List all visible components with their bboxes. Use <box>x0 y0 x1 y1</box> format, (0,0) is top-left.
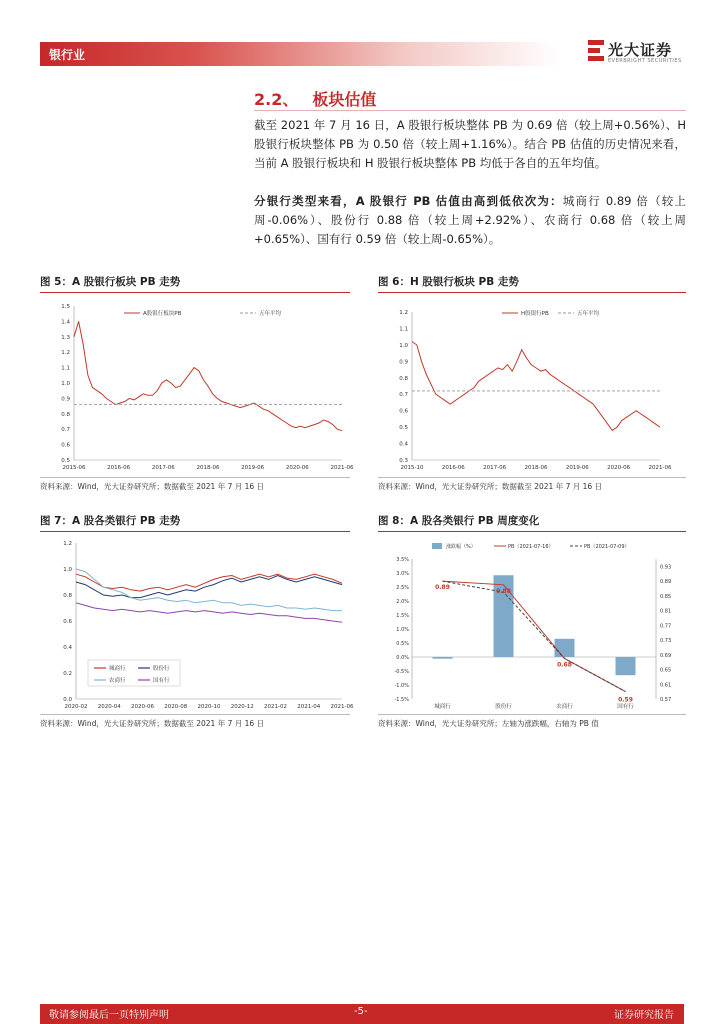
fig8-bottom-rule <box>378 714 686 715</box>
fig8-right-tick-label: 0.65 <box>660 667 672 674</box>
fig6-y-tick-label: 0.8 <box>399 375 408 382</box>
fig8-category-label: 股份行 <box>495 704 512 710</box>
fig6-title: 图 6：H 股银行板块 PB 走势 <box>378 276 519 288</box>
section-number: 2.2、 <box>254 90 299 109</box>
fig7-y-tick-label: 1.0 <box>63 567 72 573</box>
fig6-series-line <box>412 342 660 431</box>
fig5-source: 资料来源：Wind，光大证券研究所；数据截至 2021 年 7 月 16 日 <box>40 482 265 491</box>
fig5-y-tick-label: 0.8 <box>61 411 70 418</box>
fig7-bottom-rule <box>40 714 350 715</box>
fig8-chart <box>378 533 686 711</box>
fig5-y-tick-label: 0.5 <box>61 458 70 464</box>
fig8-source: 资料来源：Wind，光大证券研究所；左轴为涨跌幅，右轴为 PB 值 <box>378 719 599 728</box>
paragraph-rest: 城商行 0.89 倍（较上周-0.06%）、股份行 0.88 倍（较上周+2.92%）、农商行 0.68 倍（较上周+0.65%）、国有行 0.59 倍（较上周-0.65%）。 <box>254 194 687 246</box>
fig6-x-tick-label: 2020-06 <box>607 465 631 471</box>
fig8-right-tick-label: 0.69 <box>660 652 672 659</box>
fig7-x-tick-label: 2020-06 <box>131 704 154 710</box>
fig7-top-rule <box>40 531 350 532</box>
fig8-right-tick-label: 0.77 <box>660 623 672 630</box>
fig7-x-tick-label: 2021-06 <box>330 704 354 710</box>
fig5-series-line <box>74 321 342 430</box>
fig8-left-tick-label: 3.0% <box>396 571 409 577</box>
fig8-legend-swatch <box>432 543 442 549</box>
fig7-series-line <box>76 569 342 611</box>
fig7-legend-label: 股份行 <box>153 666 170 672</box>
fig7-x-tick-label: 2020-10 <box>197 704 221 710</box>
fig8-left-tick-label: -1.0% <box>394 683 409 689</box>
fig8-left-tick-label: 0.5% <box>396 641 409 647</box>
brand-name: 光大证券 <box>608 41 673 59</box>
fig6-y-tick-label: 0.9 <box>399 359 408 366</box>
fig8-data-label: 0.89 <box>435 584 450 592</box>
footer-report-type: 证券研究报告 <box>614 1010 674 1021</box>
fig7-series-line <box>76 576 342 598</box>
fig5-x-tick-label: 2016-06 <box>107 465 131 471</box>
fig8-left-tick-label: 1.0% <box>396 627 409 633</box>
fig7-x-tick-label: 2021-02 <box>264 704 287 710</box>
fig5-x-tick-label: 2020-06 <box>285 465 309 471</box>
fig8-right-tick-label: 0.81 <box>660 608 672 615</box>
fig6-source: 资料来源：Wind，光大证券研究所；数据截至 2021 年 7 月 16 日 <box>378 482 603 491</box>
fig7-series-line <box>76 603 342 623</box>
fig8-category-label: 农商行 <box>556 704 573 710</box>
fig6-y-tick-label: 1.2 <box>399 310 408 316</box>
fig8-right-tick-label: 0.61 <box>660 682 672 689</box>
fig8-left-tick-label: -0.5% <box>394 669 409 675</box>
fig6-x-tick-label: 2018-06 <box>524 465 548 471</box>
fig6-x-tick-label: 2016-06 <box>441 465 465 471</box>
fig8-left-tick-label: 1.5% <box>396 613 409 619</box>
fig8-right-tick-label: 0.93 <box>660 564 672 571</box>
fig5-x-tick-label: 2019-06 <box>241 465 265 471</box>
fig6-x-tick-label: 2019-06 <box>565 465 589 471</box>
fig7-title: 图 7：A 股各类银行 PB 走势 <box>40 515 181 527</box>
fig8-right-tick-label: 0.57 <box>660 697 672 703</box>
fig5-x-tick-label: 2015-06 <box>62 465 86 471</box>
fig5-y-tick-label: 1.1 <box>61 365 70 372</box>
fig8-left-tick-label: 3.5% <box>396 557 409 563</box>
fig5-x-tick-label: 2021-06 <box>330 465 354 471</box>
fig5-x-tick-label: 2018-06 <box>196 465 220 471</box>
fig6-y-tick-label: 0.3 <box>399 458 408 464</box>
fig7-y-tick-label: 0.2 <box>63 671 72 677</box>
fig6-y-tick-label: 0.4 <box>399 441 408 448</box>
fig6-y-tick-label: 0.6 <box>399 408 408 415</box>
fig5-x-tick-label: 2017-06 <box>151 465 175 471</box>
fig7-x-tick-label: 2020-08 <box>164 704 188 710</box>
page-number: -5- <box>354 1006 368 1017</box>
fig8-data-label: 0.88 <box>496 587 511 595</box>
fig5-legend-label: 五年平均 <box>259 311 282 317</box>
fig5-y-tick-label: 0.7 <box>61 427 70 434</box>
fig8-right-tick-label: 0.85 <box>660 593 672 600</box>
fig6-chart <box>378 294 686 474</box>
fig5-top-rule <box>40 292 350 293</box>
fig8-left-tick-label: -1.5% <box>394 697 409 703</box>
fig8-bar <box>555 639 575 657</box>
fig6-y-tick-label: 0.5 <box>399 425 408 432</box>
footer-disclaimer: 敬请参阅最后一页特别声明 <box>49 1010 169 1021</box>
section-title <box>254 87 376 110</box>
fig6-y-tick-label: 1.1 <box>399 326 408 333</box>
fig7-y-tick-label: 1.2 <box>63 541 72 547</box>
paragraph-lead: 分银行类型来看，A 股银行 PB 估值由高到低依次为： <box>254 194 563 208</box>
brand-subtitle: EVERBRIGHT SECURITIES <box>608 58 682 64</box>
fig8-left-tick-label: 2.5% <box>396 585 409 591</box>
fig5-title: 图 5：A 股银行板块 PB 走势 <box>40 276 181 288</box>
fig7-x-tick-label: 2020-04 <box>97 704 121 710</box>
fig8-title: 图 8：A 股各类银行 PB 周度变化 <box>378 515 540 527</box>
fig6-legend-label: 五年平均 <box>577 311 600 317</box>
fig8-category-label: 国有行 <box>617 704 634 710</box>
section-title-text: 板块估值 <box>312 90 377 109</box>
fig8-data-label: 0.68 <box>557 661 572 669</box>
fig6-top-rule <box>378 292 686 293</box>
section-divider <box>254 110 686 111</box>
fig8-bar <box>616 657 636 675</box>
fig8-right-tick-label: 0.89 <box>660 579 672 586</box>
brand-logo <box>588 38 688 68</box>
fig8-bar <box>433 657 453 659</box>
fig6-y-tick-label: 1.0 <box>399 342 408 349</box>
fig8-top-rule <box>378 531 686 532</box>
fig7-y-tick-label: 0.0 <box>63 697 72 703</box>
fig5-chart <box>40 294 354 474</box>
fig8-left-tick-label: 2.0% <box>396 599 409 605</box>
fig8-legend-label: 涨跌幅（%） <box>446 544 476 550</box>
paragraph-bank-types <box>254 192 686 249</box>
fig7-x-tick-label: 2020-12 <box>230 704 254 710</box>
fig5-y-tick-label: 1.2 <box>61 350 70 357</box>
fig5-y-tick-label: 1.5 <box>61 304 70 310</box>
fig5-y-tick-label: 1.4 <box>61 319 70 326</box>
fig6-x-tick-label: 2017-06 <box>483 465 507 471</box>
fig7-source: 资料来源：Wind，光大证券研究所；数据截至 2021 年 7 月 16 日 <box>40 719 265 728</box>
fig5-y-tick-label: 1.3 <box>61 334 70 341</box>
fig5-y-tick-label: 1.0 <box>61 381 70 387</box>
fig8-series-line <box>443 581 626 692</box>
fig7-legend-label: 农商行 <box>109 678 126 684</box>
fig8-data-label: 0.59 <box>618 696 633 704</box>
header-bar <box>40 42 560 66</box>
fig7-legend-label: 国有行 <box>153 678 170 684</box>
brand-logo-icon <box>588 40 604 62</box>
fig8-legend-label: PB（2021-07-09） <box>584 544 630 550</box>
fig5-legend-label: A股银行板块PB <box>143 311 182 317</box>
fig5-bottom-rule <box>40 477 350 478</box>
fig7-x-tick-label: 2021-04 <box>297 704 321 710</box>
fig6-x-tick-label: 2021-06 <box>648 465 672 471</box>
fig7-y-tick-label: 0.4 <box>63 645 72 651</box>
fig8-left-tick-label: 0.0% <box>396 655 409 661</box>
fig7-y-tick-label: 0.6 <box>63 619 72 625</box>
fig7-series-line <box>76 574 342 591</box>
fig7-x-tick-label: 2020-02 <box>64 704 88 710</box>
fig7-y-tick-label: 0.8 <box>63 593 72 599</box>
fig6-legend-label: H股银行PB <box>521 311 549 317</box>
fig8-category-label: 城商行 <box>434 704 451 710</box>
fig8-legend-label: PB（2021-07-16） <box>508 544 554 550</box>
fig7-legend-label: 城商行 <box>109 666 126 672</box>
fig8-right-tick-label: 0.73 <box>660 638 672 645</box>
fig6-y-tick-label: 0.7 <box>399 392 408 399</box>
fig6-bottom-rule <box>378 477 686 478</box>
fig5-y-tick-label: 0.9 <box>61 396 70 403</box>
paragraph-summary: 截至 2021 年 7 月 16 日，A 股银行板块整体 PB 为 0.69 倍（较上周+0.56%）、H 股银行板块整体 PB 为 0.50 倍（较上周+1.16%）。结合 PB 估值的历史情况来看，当前 A 股银行板块和 H 股银行板块整体 PB 均低于各自的五年均值。 <box>254 118 686 170</box>
industry-label: 银行业 <box>49 48 86 62</box>
fig6-x-tick-label: 2015-10 <box>400 465 424 471</box>
fig8-series-line <box>443 581 626 692</box>
fig5-y-tick-label: 0.6 <box>61 442 70 449</box>
fig7-chart <box>40 533 354 711</box>
